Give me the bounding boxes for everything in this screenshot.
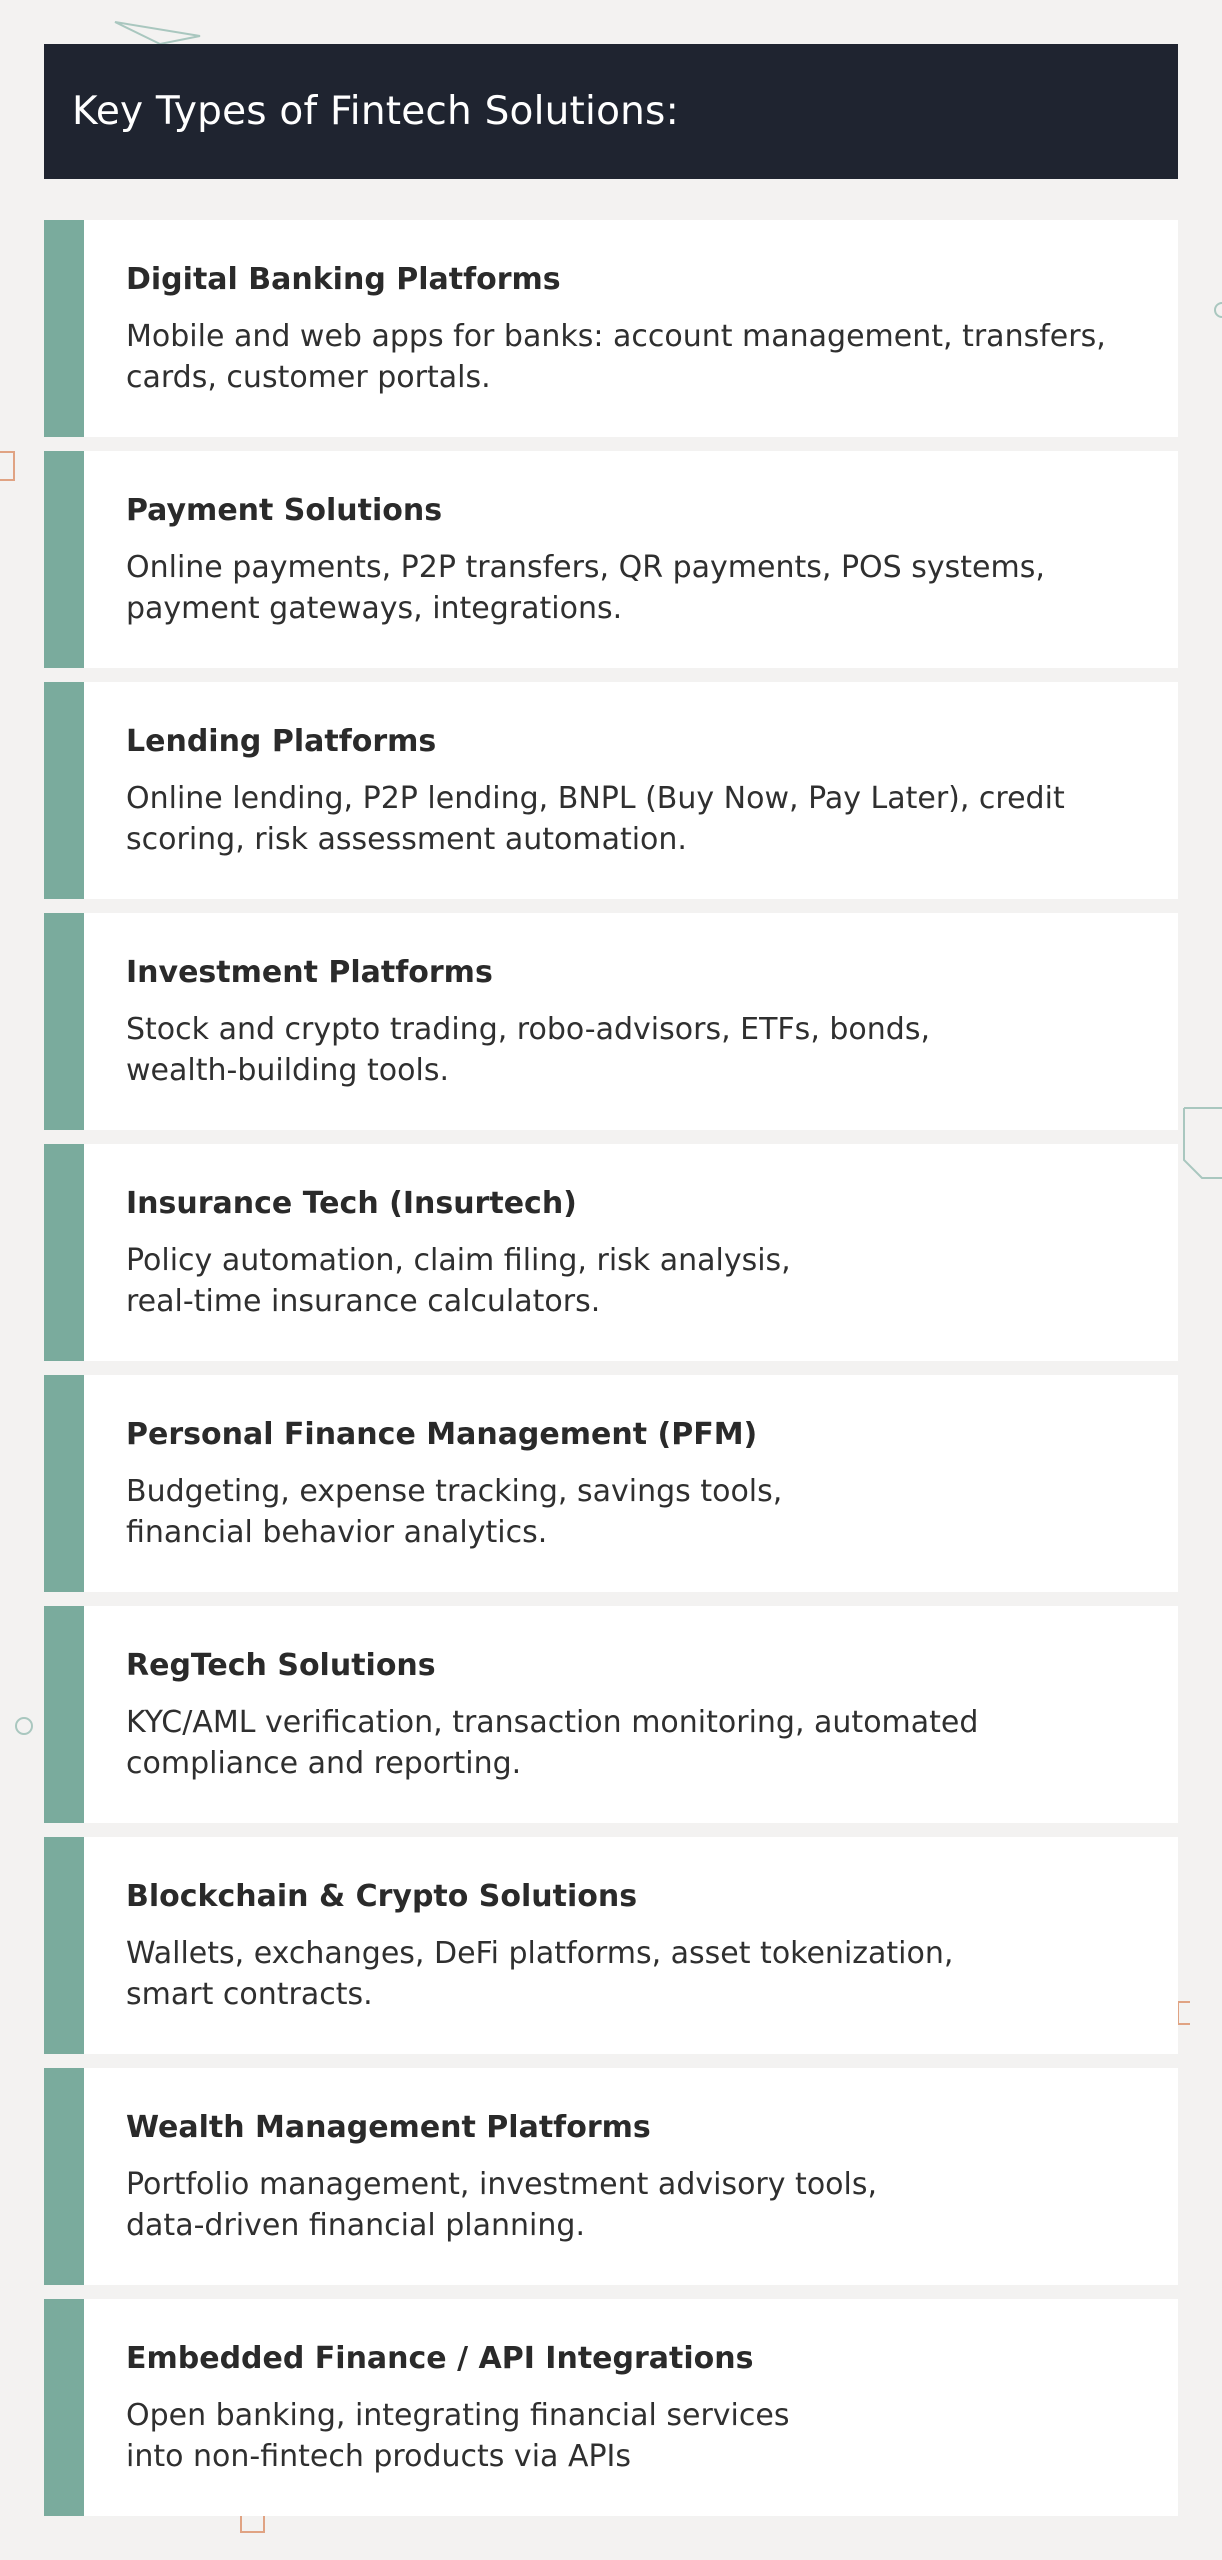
card-description: Mobile and web apps for banks: account management, transfers, cards, customer portals.	[126, 319, 1106, 395]
card-accent-bar	[44, 1837, 84, 2054]
card-title: RegTech Solutions	[126, 1648, 436, 1683]
page-header	[44, 44, 1178, 179]
card-description: Policy automation, claim filing, risk analysis, real-time insurance calculators.	[126, 1243, 791, 1319]
page-title: Key Types of Fintech Solutions:	[72, 89, 679, 134]
card-accent-bar	[44, 682, 84, 899]
card-title: Insurance Tech (Insurtech)	[126, 1186, 577, 1221]
card-description: Open banking, integrating financial services into non-fintech products via APIs	[126, 2398, 790, 2474]
solution-card-insurtech	[44, 1144, 1178, 1361]
card-title: Wealth Management Platforms	[126, 2110, 651, 2145]
solution-card-payment	[44, 451, 1178, 668]
pentagon-decoration-icon	[1182, 1104, 1222, 1184]
card-description: Wallets, exchanges, DeFi platforms, asset tokenization, smart contracts.	[126, 1936, 954, 2012]
square-decoration-icon	[0, 450, 18, 484]
solution-card-investment	[44, 913, 1178, 1130]
card-title: Digital Banking Platforms	[126, 262, 561, 297]
card-title: Payment Solutions	[126, 493, 443, 528]
square-decoration-icon	[1176, 2000, 1190, 2028]
solution-card-blockchain	[44, 1837, 1178, 2054]
card-accent-bar	[44, 451, 84, 668]
solution-card-digital-banking	[44, 220, 1178, 437]
card-description: KYC/AML verification, transaction monitoring, automated compliance and reporting.	[126, 1705, 979, 1781]
card-title: Embedded Finance / API Integrations	[126, 2341, 754, 2376]
card-accent-bar	[44, 1375, 84, 1592]
card-accent-bar	[44, 220, 84, 437]
card-description: Online payments, P2P transfers, QR payments, POS systems, payment gateways, integrations.	[126, 550, 1045, 626]
circle-decoration-icon	[12, 1714, 36, 1738]
card-accent-bar	[44, 2299, 84, 2516]
card-title: Blockchain & Crypto Solutions	[126, 1879, 638, 1914]
solution-card-embedded-finance	[44, 2299, 1178, 2516]
card-title: Investment Platforms	[126, 955, 493, 990]
solution-card-regtech	[44, 1606, 1178, 1823]
card-description: Online lending, P2P lending, BNPL (Buy Now, Pay Later), credit scoring, risk assessment automation.	[126, 781, 1065, 857]
card-description: Budgeting, expense tracking, savings tools, financial behavior analytics.	[126, 1474, 783, 1550]
card-accent-bar	[44, 1606, 84, 1823]
solution-card-wealth-management	[44, 2068, 1178, 2285]
card-accent-bar	[44, 2068, 84, 2285]
circle-decoration-icon	[1210, 300, 1222, 320]
card-description: Stock and crypto trading, robo-advisors, ETFs, bonds, wealth-building tools.	[126, 1012, 931, 1088]
solution-card-pfm	[44, 1375, 1178, 1592]
card-title: Lending Platforms	[126, 724, 437, 759]
card-title: Personal Finance Management (PFM)	[126, 1417, 758, 1452]
card-accent-bar	[44, 913, 84, 1130]
card-accent-bar	[44, 1144, 84, 1361]
solution-card-lending	[44, 682, 1178, 899]
card-description: Portfolio management, investment advisory tools, data-driven financial planning.	[126, 2167, 878, 2243]
